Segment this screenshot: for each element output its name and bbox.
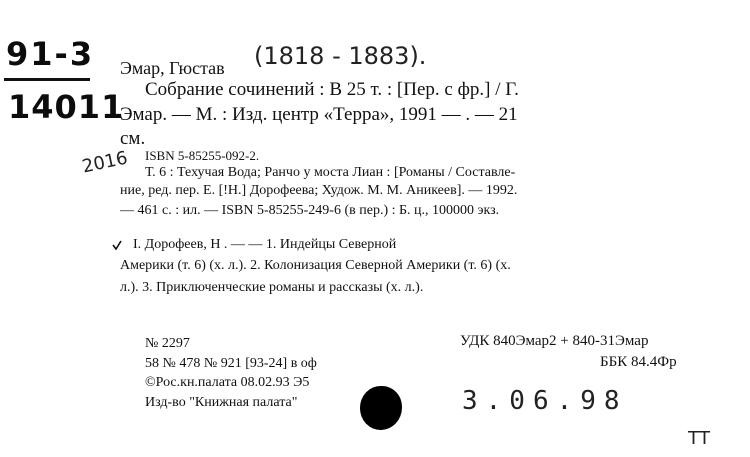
handwritten-note: 2016 <box>80 147 130 178</box>
shelf-mark-bottom: 14011 <box>8 88 125 126</box>
shelf-mark-top: 91-3 <box>6 35 95 73</box>
card-number: № 2297 <box>145 336 190 351</box>
print-info: 58 № 478 № 921 [93-24] в оф <box>145 356 317 371</box>
date-stamp: 3.06.98 <box>462 386 628 416</box>
series-isbn: ISBN 5-85255-092-2. <box>145 148 260 163</box>
title-line-2: Эмар. — М. : Изд. центр «Терра», 1991 — . — 21 <box>120 104 518 125</box>
shelf-mark-divider <box>4 78 90 81</box>
title-line-1: Собрание сочинений : В 25 т. : [Пер. с фр.] / Г. <box>145 79 519 100</box>
corner-mark: ТТ <box>688 428 710 449</box>
ink-blot <box>360 386 402 430</box>
bbk-code: ББК 84.4Фр <box>600 354 677 370</box>
author-dates-handwritten: (1818 - 1883). <box>254 42 427 70</box>
author-name: Эмар, Гюстав <box>120 58 225 78</box>
volume-line-3: — 461 с. : ил. — ISBN 5-85255-249-6 (в пер.) : Б. ц., 100000 экз. <box>120 203 500 218</box>
check-mark-icon <box>112 240 122 250</box>
udc-code: УДК 840Эмар2 + 840-31Эмар <box>460 333 649 349</box>
subject-line-3: л.). 3. Приключенческие романы и рассказы (х. л.). <box>120 280 424 295</box>
title-line-3: см. <box>120 128 146 149</box>
subject-line-1: I. Дорофеев, Н . — — 1. Индейцы Северной <box>133 237 397 252</box>
subject-line-2: Америки (т. 6) (х. л.). 2. Колонизация Северной Америки (т. 6) (х. <box>120 258 511 273</box>
publisher-line: Изд-во "Книжная палата" <box>145 395 298 410</box>
volume-line-2: ние, ред. пер. Е. [!Н.] Дорофеева; Худож. М. М. Аникеев]. — 1992. <box>120 183 518 198</box>
volume-line-1: Т. 6 : Техучая Вода; Ранчо у моста Лиан : [Романы / Составле- <box>145 165 516 180</box>
copyright-line: ©Рос.кн.палата 08.02.93 Э5 <box>145 375 310 390</box>
